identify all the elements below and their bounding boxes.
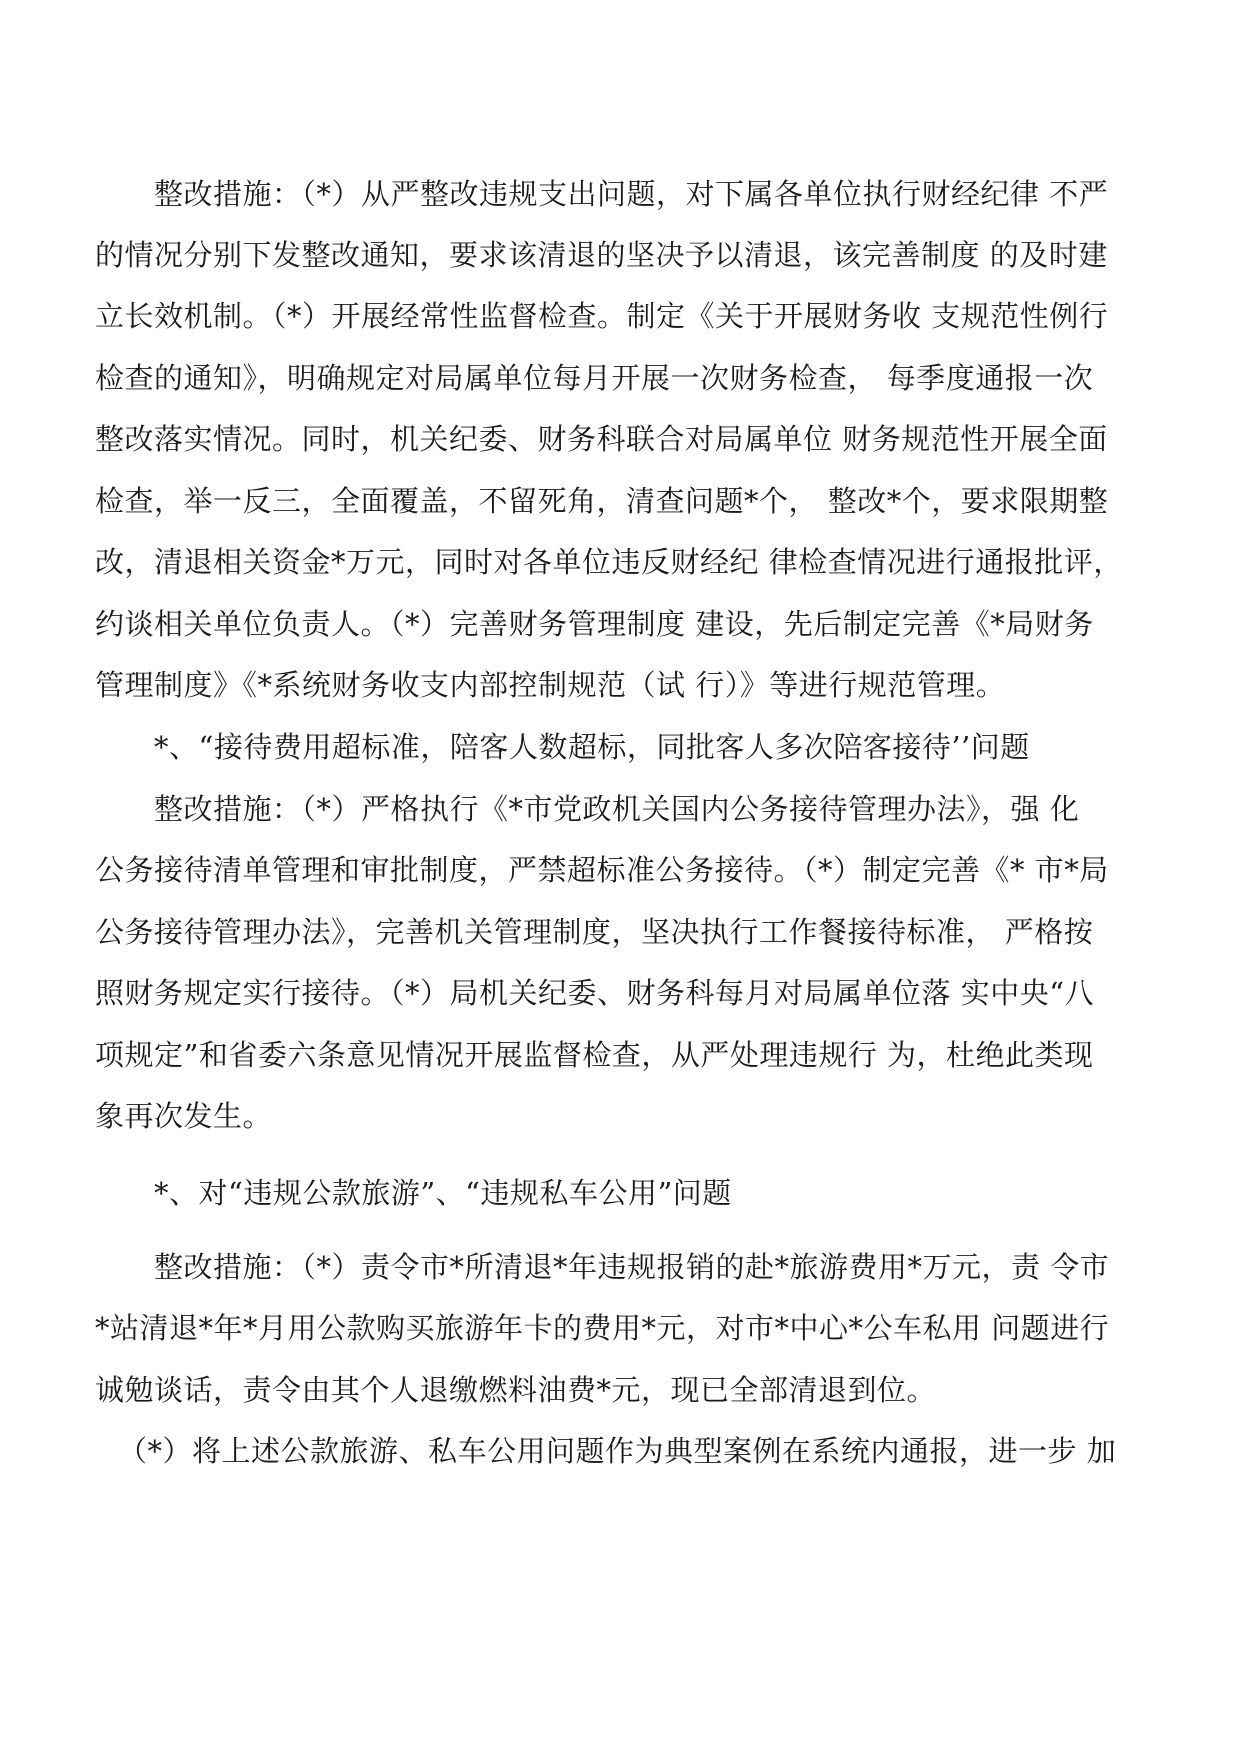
text-line: 公务接待管理办法》，完善机关管理制度，坚决执行工作餐接待标准， 严格按 (95, 915, 1094, 949)
text-line: 约谈相关单位负责人。（*）完善财务管理制度 建设，先后制定完善《*局财务 (95, 607, 1094, 641)
section-heading: *、“接待费用超标准，陪客人数超标，同批客人多次陪客接待’’问题 (95, 730, 1030, 764)
text-line: 诚勉谈话，责令由其个人退缴燃料油费*元，现已全部清退到位。 (95, 1373, 937, 1407)
text-line: 立长效机制。（*）开展经常性监督检查。制定《关于开展财务收 支规范性例行 (95, 299, 1109, 333)
text-line: *站清退*年*月用公款购买旅游年卡的费用*元，对市*中心*公车私用 问题进行 (95, 1311, 1110, 1345)
text-line: 改，清退相关资金*万元，同时对各单位违反财经纪 律检查情况进行通报批评， (95, 545, 1123, 579)
text-line: （*）将上述公款旅游、私车公用问题作为典型案例在系统内通报，进一步 加 (118, 1434, 1117, 1468)
section-heading: *、对“违规公款旅游”、“违规私车公用”问题 (95, 1176, 732, 1210)
text-line: 检查，举一反三，全面覆盖，不留死角，清查问题*个， 整改*个，要求限期整 (95, 484, 1109, 518)
text-line: 整改措施：（*）从严整改违规支出问题，对下属各单位执行财经纪律 不严 (95, 177, 1109, 211)
text-line: 照财务规定实行接待。（*）局机关纪委、财务科每月对局属单位落 实中央“八 (95, 976, 1095, 1010)
text-line: 项规定”和省委六条意见情况开展监督检查，从严处理违规行 为，杜绝此类现 (95, 1038, 1094, 1072)
text-line: 管理制度》《*系统财务收支内部控制规范（试 行）》等进行规范管理。 (95, 668, 1006, 702)
text-line: 整改措施：（*）责令市*所清退*年违规报销的赴*旅游费用*万元，责 令市 (95, 1250, 1110, 1284)
text-line: 检查的通知》，明确规定对局属单位每月开展一次财务检查， 每季度通报一次 (95, 361, 1094, 395)
text-line: 象再次发生。 (95, 1099, 273, 1133)
text-line: 整改措施：（*）严格执行《*市党政机关国内公务接待管理办法》，强 化 (95, 792, 1080, 826)
text-line: 整改落实情况。同时，机关纪委、财务科联合对局属单位 财务规范性开展全面 (95, 422, 1108, 456)
text-line: 的情况分别下发整改通知，要求该清退的坚决予以清退，该完善制度 的及时建 (95, 238, 1108, 272)
text-line: 公务接待清单管理和审批制度，严禁超标准公务接待。（*）制定完善《* 市*局 (95, 853, 1109, 887)
